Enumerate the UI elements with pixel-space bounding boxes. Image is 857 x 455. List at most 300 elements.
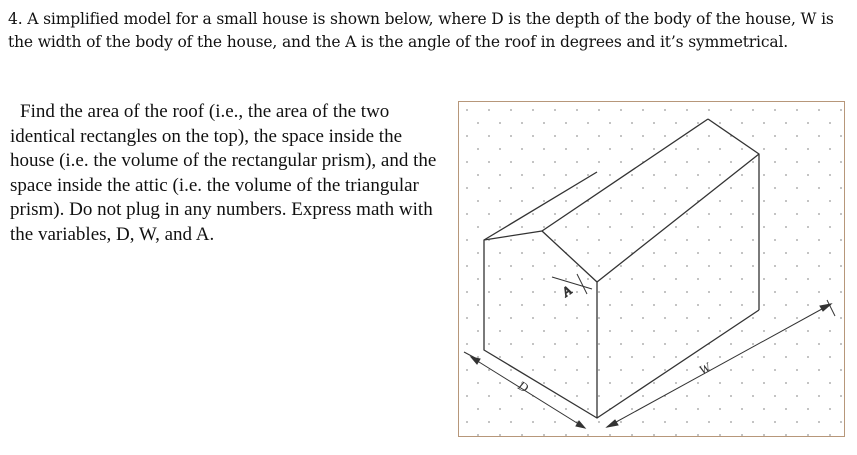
grid-dot <box>829 174 831 176</box>
grid-dot <box>785 382 787 384</box>
grid-dot <box>521 278 523 280</box>
grid-dot <box>752 421 754 423</box>
grid-dot <box>477 382 479 384</box>
grid-dot <box>730 187 732 189</box>
grid-dot <box>752 265 754 267</box>
grid-dot <box>499 434 501 436</box>
grid-dot <box>664 239 666 241</box>
grid-dot <box>796 291 798 293</box>
grid-dot <box>796 109 798 111</box>
grid-dot <box>499 408 501 410</box>
grid-dot <box>752 135 754 137</box>
grid-dot <box>774 421 776 423</box>
grid-dot <box>510 369 512 371</box>
grid-dot <box>785 434 787 436</box>
grid-dot <box>774 291 776 293</box>
grid-dot <box>521 252 523 254</box>
front-gable-face <box>484 231 597 418</box>
grid-dot <box>499 278 501 280</box>
grid-dot <box>532 109 534 111</box>
grid-dot <box>774 187 776 189</box>
grid-dot <box>675 252 677 254</box>
grid-dot <box>576 343 578 345</box>
grid-dot <box>598 317 600 319</box>
grid-dot <box>488 343 490 345</box>
grid-dot <box>510 421 512 423</box>
grid-dot <box>642 135 644 137</box>
grid-dot <box>620 135 622 137</box>
grid-dot <box>620 109 622 111</box>
grid-dot <box>664 265 666 267</box>
grid-dot <box>664 317 666 319</box>
grid-dot <box>686 135 688 137</box>
grid-dot <box>587 434 589 436</box>
grid-dot <box>785 200 787 202</box>
grid-dot <box>752 343 754 345</box>
grid-dot <box>620 161 622 163</box>
grid-dot <box>532 135 534 137</box>
grid-dot <box>664 187 666 189</box>
grid-dot <box>774 213 776 215</box>
grid-dot <box>829 122 831 124</box>
grid-dot <box>609 252 611 254</box>
grid-dot <box>488 135 490 137</box>
grid-dot <box>818 239 820 241</box>
grid-dot <box>554 109 556 111</box>
grid-dot <box>609 304 611 306</box>
grid-dot <box>587 252 589 254</box>
grid-dot <box>598 421 600 423</box>
grid-dot <box>620 239 622 241</box>
grid-dot <box>708 109 710 111</box>
grid-dot <box>488 161 490 163</box>
grid-dot <box>818 109 820 111</box>
grid-dot <box>818 161 820 163</box>
grid-dot <box>730 213 732 215</box>
grid-dot <box>554 161 556 163</box>
grid-dot <box>829 382 831 384</box>
grid-dot <box>774 265 776 267</box>
grid-dot <box>664 343 666 345</box>
grid-dot <box>840 135 842 137</box>
grid-dot <box>510 109 512 111</box>
grid-dot <box>752 213 754 215</box>
grid-dot <box>521 122 523 124</box>
grid-dot <box>686 317 688 319</box>
grid-dot <box>653 226 655 228</box>
grid-dot <box>697 252 699 254</box>
grid-dot <box>752 369 754 371</box>
grid-dot <box>829 356 831 358</box>
grid-dot <box>554 395 556 397</box>
grid-dot <box>796 265 798 267</box>
grid-dot <box>763 122 765 124</box>
grid-dot <box>840 187 842 189</box>
grid-dot <box>807 434 809 436</box>
grid-dot <box>697 122 699 124</box>
grid-dot <box>730 239 732 241</box>
grid-dot <box>477 278 479 280</box>
grid-dot <box>576 395 578 397</box>
grid-dot <box>488 317 490 319</box>
grid-dot <box>609 382 611 384</box>
grid-dot <box>554 343 556 345</box>
grid-dot <box>796 187 798 189</box>
grid-dot <box>565 304 567 306</box>
grid-dot <box>642 291 644 293</box>
grid-dot <box>587 356 589 358</box>
grid-dot <box>554 265 556 267</box>
grid-dot <box>587 330 589 332</box>
grid-dot <box>807 330 809 332</box>
grid-dot <box>543 122 545 124</box>
grid-dot <box>664 161 666 163</box>
grid-dot <box>499 148 501 150</box>
grid-dot <box>708 213 710 215</box>
grid-dot <box>587 304 589 306</box>
grid-dot <box>598 213 600 215</box>
grid-dot <box>631 408 633 410</box>
grid-dot <box>510 291 512 293</box>
grid-dot <box>543 278 545 280</box>
grid-dot <box>664 421 666 423</box>
house-outline <box>484 119 759 418</box>
grid-dot <box>829 278 831 280</box>
grid-dot <box>785 226 787 228</box>
grid-dot <box>840 161 842 163</box>
grid-dot <box>565 434 567 436</box>
grid-dot <box>510 343 512 345</box>
grid-dot <box>543 200 545 202</box>
grid-dot <box>477 200 479 202</box>
grid-dot <box>466 187 468 189</box>
grid-dot <box>609 330 611 332</box>
grid-dot <box>686 421 688 423</box>
grid-dot <box>763 174 765 176</box>
grid-dot <box>741 122 743 124</box>
grid-dot <box>642 369 644 371</box>
grid-dot <box>543 330 545 332</box>
grid-dot <box>730 291 732 293</box>
grid-dot <box>521 408 523 410</box>
grid-dot <box>510 239 512 241</box>
grid-dot <box>510 187 512 189</box>
grid-dot <box>686 187 688 189</box>
grid-dot <box>631 200 633 202</box>
grid-dot <box>532 187 534 189</box>
grid-dot <box>598 291 600 293</box>
grid-dot <box>818 421 820 423</box>
width-dimension <box>607 300 835 427</box>
grid-dot <box>763 356 765 358</box>
grid-dot <box>785 278 787 280</box>
grid-dot <box>785 408 787 410</box>
grid-dot <box>609 226 611 228</box>
grid-dot <box>587 382 589 384</box>
grid-dot <box>807 408 809 410</box>
grid-dot <box>576 109 578 111</box>
grid-dot <box>686 265 688 267</box>
grid-dot <box>708 317 710 319</box>
grid-dot <box>675 226 677 228</box>
grid-dot <box>752 161 754 163</box>
grid-dot <box>477 174 479 176</box>
grid-dot <box>488 109 490 111</box>
grid-dot <box>763 278 765 280</box>
grid-dot <box>785 252 787 254</box>
grid-dot <box>653 330 655 332</box>
grid-dot <box>686 239 688 241</box>
grid-dot <box>840 239 842 241</box>
grid-dot <box>642 109 644 111</box>
grid-dot <box>697 226 699 228</box>
grid-dot <box>631 304 633 306</box>
grid-dot <box>719 330 721 332</box>
grid-dot <box>653 252 655 254</box>
grid-dot <box>642 421 644 423</box>
grid-dot <box>697 304 699 306</box>
grid-dot <box>763 304 765 306</box>
grid-dot <box>664 291 666 293</box>
house-figure <box>458 101 845 437</box>
grid-dot <box>521 200 523 202</box>
grid-dot <box>631 148 633 150</box>
grid-dot <box>697 434 699 436</box>
grid-dot <box>620 265 622 267</box>
grid-dot <box>477 122 479 124</box>
grid-dot <box>598 343 600 345</box>
grid-dot <box>631 278 633 280</box>
grid-dot <box>576 161 578 163</box>
grid-dot <box>763 434 765 436</box>
grid-dot <box>565 278 567 280</box>
grid-dot <box>741 278 743 280</box>
grid-dot <box>565 382 567 384</box>
grid-dot <box>774 109 776 111</box>
grid-dot <box>818 291 820 293</box>
grid-dot <box>807 174 809 176</box>
grid-dot <box>763 330 765 332</box>
grid-dot <box>697 148 699 150</box>
grid-dot <box>543 434 545 436</box>
grid-dot <box>620 317 622 319</box>
grid-dot <box>620 291 622 293</box>
grid-dot <box>499 122 501 124</box>
grid-dot <box>774 369 776 371</box>
grid-dot <box>653 304 655 306</box>
grid-dot <box>609 122 611 124</box>
grid-dot <box>488 213 490 215</box>
grid-dot <box>675 200 677 202</box>
grid-dot <box>785 148 787 150</box>
grid-dot <box>829 226 831 228</box>
grid-dot <box>818 135 820 137</box>
width-label: W <box>696 359 713 378</box>
grid-dot <box>466 161 468 163</box>
grid-dot <box>576 135 578 137</box>
grid-dot <box>565 174 567 176</box>
grid-dot <box>708 395 710 397</box>
grid-dot <box>554 239 556 241</box>
grid-dot <box>796 369 798 371</box>
grid-dot <box>818 395 820 397</box>
grid-dot <box>466 265 468 267</box>
grid-dot <box>642 343 644 345</box>
grid-dot <box>477 304 479 306</box>
grid-dot <box>642 395 644 397</box>
grid-dot <box>587 226 589 228</box>
grid-dot <box>719 200 721 202</box>
grid-dot <box>719 408 721 410</box>
grid-dot <box>587 278 589 280</box>
grid-dot <box>796 213 798 215</box>
instructions-text: Find the area of the roof (i.e., the area of the two identical rectangles on the top), the space inside the house (i.e. the volume of the rectangular prism), and the space inside the attic (i.e. the volume of the triangular prism). Do not plug in any numbers. Express math with the variables, D, W, and A. <box>10 101 437 245</box>
grid-dot <box>807 148 809 150</box>
grid-dot <box>675 408 677 410</box>
grid-dot <box>730 109 732 111</box>
house-drawing <box>459 102 844 436</box>
grid-dot <box>565 408 567 410</box>
grid-dot <box>543 174 545 176</box>
grid-dot <box>829 252 831 254</box>
grid-dot <box>730 343 732 345</box>
grid-dot <box>796 161 798 163</box>
grid-dot <box>576 291 578 293</box>
grid-dot <box>840 109 842 111</box>
grid-dot <box>521 356 523 358</box>
grid-dot <box>807 200 809 202</box>
grid-dot <box>829 200 831 202</box>
grid-dot <box>620 343 622 345</box>
grid-dot <box>741 330 743 332</box>
grid-dot <box>763 408 765 410</box>
grid-dot <box>697 278 699 280</box>
grid-dot <box>675 278 677 280</box>
grid-dot <box>785 174 787 176</box>
grid-dot <box>653 382 655 384</box>
grid-dot <box>785 356 787 358</box>
grid-dot <box>719 382 721 384</box>
angle-label: A <box>559 282 575 300</box>
grid-dot <box>466 135 468 137</box>
grid-dot <box>840 369 842 371</box>
grid-dot <box>752 317 754 319</box>
grid-dot <box>686 343 688 345</box>
grid-dot <box>521 148 523 150</box>
grid-dot <box>510 213 512 215</box>
grid-dot <box>642 187 644 189</box>
grid-dot <box>576 317 578 319</box>
grid-dot <box>620 421 622 423</box>
grid-dot <box>499 252 501 254</box>
grid-dot <box>554 187 556 189</box>
grid-dot <box>466 421 468 423</box>
grid-dot <box>664 213 666 215</box>
grid-dot <box>708 265 710 267</box>
grid-dot <box>675 304 677 306</box>
back-gable-edge <box>708 119 759 310</box>
grid-dot <box>554 291 556 293</box>
grid-dot <box>488 187 490 189</box>
grid-dot <box>565 226 567 228</box>
grid-dot <box>697 408 699 410</box>
grid-dot <box>807 304 809 306</box>
grid-dot <box>774 317 776 319</box>
grid-dot <box>719 226 721 228</box>
grid-dot <box>697 382 699 384</box>
grid-dot <box>653 122 655 124</box>
grid-dot <box>719 252 721 254</box>
grid-dot <box>840 213 842 215</box>
grid-dot <box>807 356 809 358</box>
grid-dot <box>631 122 633 124</box>
grid-dot <box>576 187 578 189</box>
grid-dot <box>488 421 490 423</box>
grid-dot <box>510 135 512 137</box>
grid-dot <box>708 421 710 423</box>
grid-dot <box>796 239 798 241</box>
angle-marker <box>552 274 592 300</box>
grid-dot <box>686 213 688 215</box>
grid-dot <box>477 434 479 436</box>
grid-dot <box>565 356 567 358</box>
grid-dot <box>664 369 666 371</box>
grid-dot <box>499 174 501 176</box>
grid-dot <box>510 317 512 319</box>
grid-dot <box>697 356 699 358</box>
grid-dot <box>488 265 490 267</box>
grid-dot <box>730 317 732 319</box>
grid-dot <box>532 421 534 423</box>
grid-dot <box>532 239 534 241</box>
grid-dot <box>686 369 688 371</box>
grid-dot <box>675 122 677 124</box>
grid-dot <box>818 265 820 267</box>
grid-dot <box>598 395 600 397</box>
grid-dot <box>741 226 743 228</box>
grid-dot <box>642 213 644 215</box>
grid-dot <box>774 395 776 397</box>
grid-dot <box>466 213 468 215</box>
grid-dot <box>499 356 501 358</box>
grid-dot <box>543 382 545 384</box>
grid-dot <box>543 226 545 228</box>
grid-dot <box>620 369 622 371</box>
grid-dot <box>796 317 798 319</box>
grid-dot <box>565 200 567 202</box>
grid-dot <box>719 356 721 358</box>
grid-dot <box>543 148 545 150</box>
grid-dot <box>719 434 721 436</box>
grid-dot <box>840 291 842 293</box>
grid-dot <box>664 135 666 137</box>
grid-dot <box>686 161 688 163</box>
side-wall-bottom <box>597 310 759 418</box>
grid-dot <box>521 304 523 306</box>
grid-dot <box>587 174 589 176</box>
grid-dot <box>499 304 501 306</box>
grid-dot <box>532 213 534 215</box>
grid-dot <box>631 174 633 176</box>
grid-dot <box>609 278 611 280</box>
grid-dot <box>840 395 842 397</box>
grid-dot <box>631 356 633 358</box>
grid-dot <box>642 265 644 267</box>
grid-dot <box>620 395 622 397</box>
grid-dot <box>598 369 600 371</box>
grid-dot <box>741 356 743 358</box>
grid-dot <box>466 239 468 241</box>
